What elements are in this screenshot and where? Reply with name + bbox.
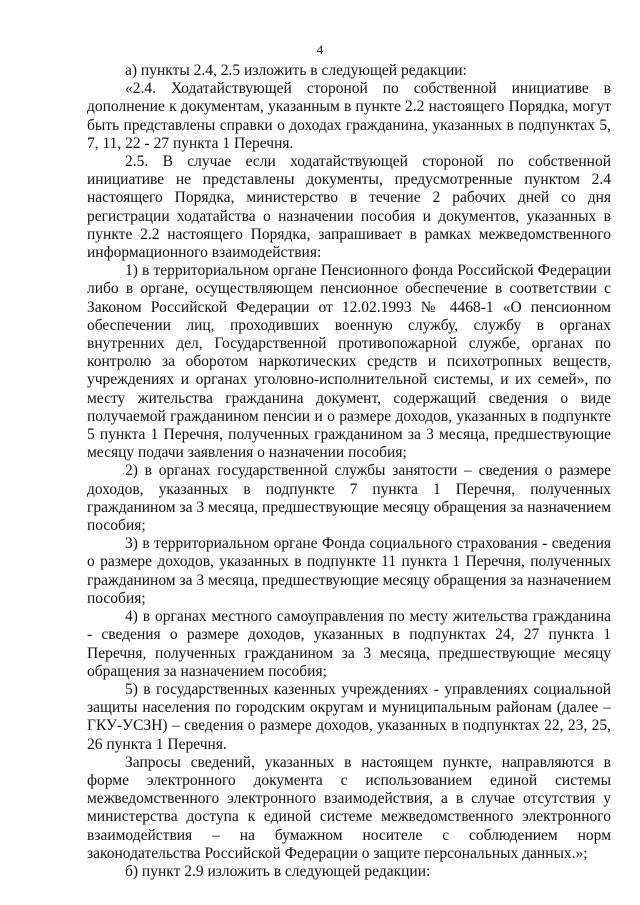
page-number: 4: [316, 42, 324, 57]
list-item-4: 4) в органах местного самоуправления по месту жительства гражданина - сведения о размере доходов, указанных в подпунктах 24, 27 пункта 1 Перечня, полученных гражданином за 3 месяца, предшествующие месяцу обращения за назначением пособия;: [87, 608, 611, 680]
paragraph-amendment-a: а) пункты 2.4, 2.5 изложить в следующей редакции:: [125, 62, 467, 79]
list-item-2: 2) в органах государственной службы занятости – сведения о размере доходов, указанных в подпункте 7 пункта 1 Перечня, полученных гражданином за 3 месяца, предшествующие месяцу обращения за назначением пособия;: [87, 462, 611, 535]
paragraph-amendment-b: б) пункт 2.9 изложить в следующей редакции:: [125, 862, 431, 880]
list-item-5: 5) в государственных казенных учреждениях - управлениях социальной защиты населения по городским округам и муниципальным районам (далее – ГКУ-УСЗН) – сведения о размере доходов, указанных в подпунктах 22, 23, 25, 26 пункта 1 Перечня.: [87, 680, 611, 753]
paragraph-2-4: «2.4. Ходатайствующей стороной по собственной инициативе в дополнение к документам, указанным в пункте 2.2 настоящего Порядка, могут быть представлены справки о доходах гражданина, указанных в подпунктах 5, 7, 11, 22 - 27 пункта 1 Перечня.: [87, 80, 611, 152]
document-body: [87, 62, 611, 881]
paragraph-2-5: 2.5. В случае если ходатайствующей стороной по собственной инициативе не представлены документы, предусмотренные пунктом 2.4 настоящего Порядка, министерство в течение 2 рабочих дней со дня регистрации ходатайства о назначении пособия и документов, указанных в пункте 2.2 настоящего Порядка, запрашивает в рамках межведомственного информационного взаимодействия:: [87, 153, 611, 262]
list-item-3: 3) в территориальном органе Фонда социального страхования - сведения о размере доходов, указанных в подпункте 11 пункта 1 Перечня, полученных гражданином за 3 месяца, предшествующие месяцу обращения за назначением пособия;: [87, 535, 611, 607]
paragraph-requests: Запросы сведений, указанных в настоящем пункте, направляются в форме электронного документа с использованием единой системы межведомственного электронного взаимодействия, а в случае отсутствия у министерства доступа к единой системе межведомственного электронного взаимодействия – на бумажном носителе с соблюдением норм законодательства Российской Федерации о защите персональных данных.»;: [87, 753, 611, 862]
list-item-1: 1) в территориальном органе Пенсионного фонда Российской Федерации либо в органе, осуществляющем пенсионное обеспечение в соответствии с Законом Российской Федерации от 12.02.1993 № 4468-1 «О пенсионном обеспечении лиц, проходивших военную службу, службу в органах внутренних дел, Государственной противопожарной службе, органах по контролю за оборотом наркотических средств и психотропных веществ, учреждениях и органах уголовно-исполнительной системы, и их семей», по месту жительства гражданина документ, содержащий сведения о виде получаемой гражданином пенсии и о размере доходов, указанных в подпункте 5 пункта 1 Перечня, полученных гражданином за 3 месяца, предшествующие месяцу подачи заявления о назначении пособия;: [87, 262, 611, 462]
